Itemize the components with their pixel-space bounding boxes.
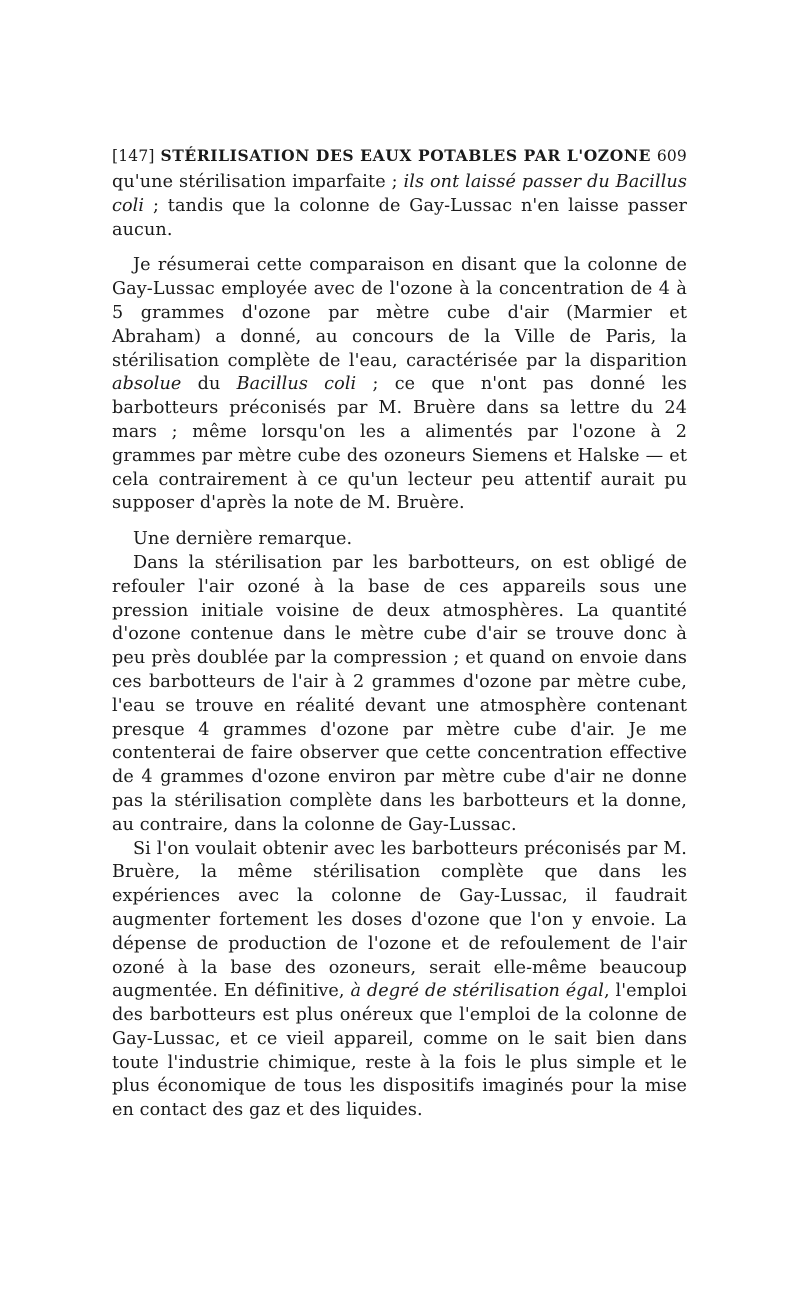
italic-text: absolue <box>112 374 182 395</box>
running-title: STÉRILISATION DES EAUX POTABLES PAR L'OZONE <box>160 146 652 165</box>
italic-text: Bacillus coli <box>236 374 357 395</box>
paragraph <box>112 552 687 838</box>
section-number: [147] <box>112 147 155 165</box>
page-number: 609 <box>656 147 687 165</box>
paragraph <box>112 171 687 242</box>
paragraph <box>112 838 687 1124</box>
paragraph <box>112 528 687 552</box>
book-page <box>112 146 687 1123</box>
text-run: Dans la stérilisation par les barbotteurs, on est obligé de refouler l'air ozoné à la base de ces appareils sous une pression initiale voisine de deux atmosphères. La quantité d'ozone contenue dans le mètre cube d'air se trouve donc à peu près doublée par la compression ; et quand on envoie dans ces barbotteurs de l'air à 2 grammes d'ozone par mètre cube, l'eau se trouve en réalité devant une atmosphère contenant presque 4 grammes d'ozone par mètre cube d'air. Je me contenterai de faire observer que cette concentration effective de 4 grammes d'ozone environ par mètre cube d'air ne donne pas la stérilisation complète dans les barbotteurs et la donne, au contraire, dans la colonne de Gay-Lussac. <box>112 552 687 835</box>
italic-text: ils ont laissé passer du Bacillus coli <box>112 172 687 216</box>
text-run: Une dernière remarque. <box>133 529 353 550</box>
text-run: du <box>181 374 237 395</box>
body-text <box>112 171 687 1123</box>
italic-text: à degré de stérilisation égal <box>350 981 604 1002</box>
text-run: Si l'on voulait obtenir avec les barbotteurs préconisés par M. Bruère, la même stérilisation complète que dans les expériences avec la colonne de Gay-Lussac, il faudrait augmenter fortement les doses d'ozone que l'on y envoie. La dépense de production de l'ozone et de refoulement de l'air ozoné à la base des ozoneurs, serait elle-même beaucoup augmentée. En définitive, <box>112 838 687 1002</box>
text-run: Je résumerai cette comparaison en disant que la colonne de Gay-Lussac employée avec de l'ozone à la concentration de 4 à 5 grammes d'ozone par mètre cube d'air (Marmier et Abraham) a donné, au concours de la Ville de Paris, la stérilisation complète de l'eau, caractérisée par la disparition <box>112 255 687 371</box>
text-run: , l'emploi des barbotteurs est plus onéreux que l'emploi de la colonne de Gay-Lussac, et ce vieil appareil, comme on le sait bien dans toute l'industrie chimique, reste à la fois le plus simple et le plus économique de tous les dispositifs imaginés pour la mise en contact des gaz et des liquides. <box>112 981 687 1121</box>
paragraph <box>112 254 687 516</box>
text-run: ; tandis que la colonne de Gay-Lussac n'en laisse passer aucun. <box>112 195 687 240</box>
text-run: ; ce que n'ont pas donné les barbotteurs préconisés par M. Bruère dans sa lettre du 24 mars ; même lorsqu'on les a alimentés par l'ozone à 2 grammes par mètre cube des ozoneurs Siemens et Halske — et cela contrairement à ce qu'un lecteur peu attentif aurait pu supposer d'après la note de M. Bruère. <box>112 374 688 514</box>
running-header <box>112 146 687 165</box>
text-run: qu'une stérilisation imparfaite ; <box>112 172 404 192</box>
